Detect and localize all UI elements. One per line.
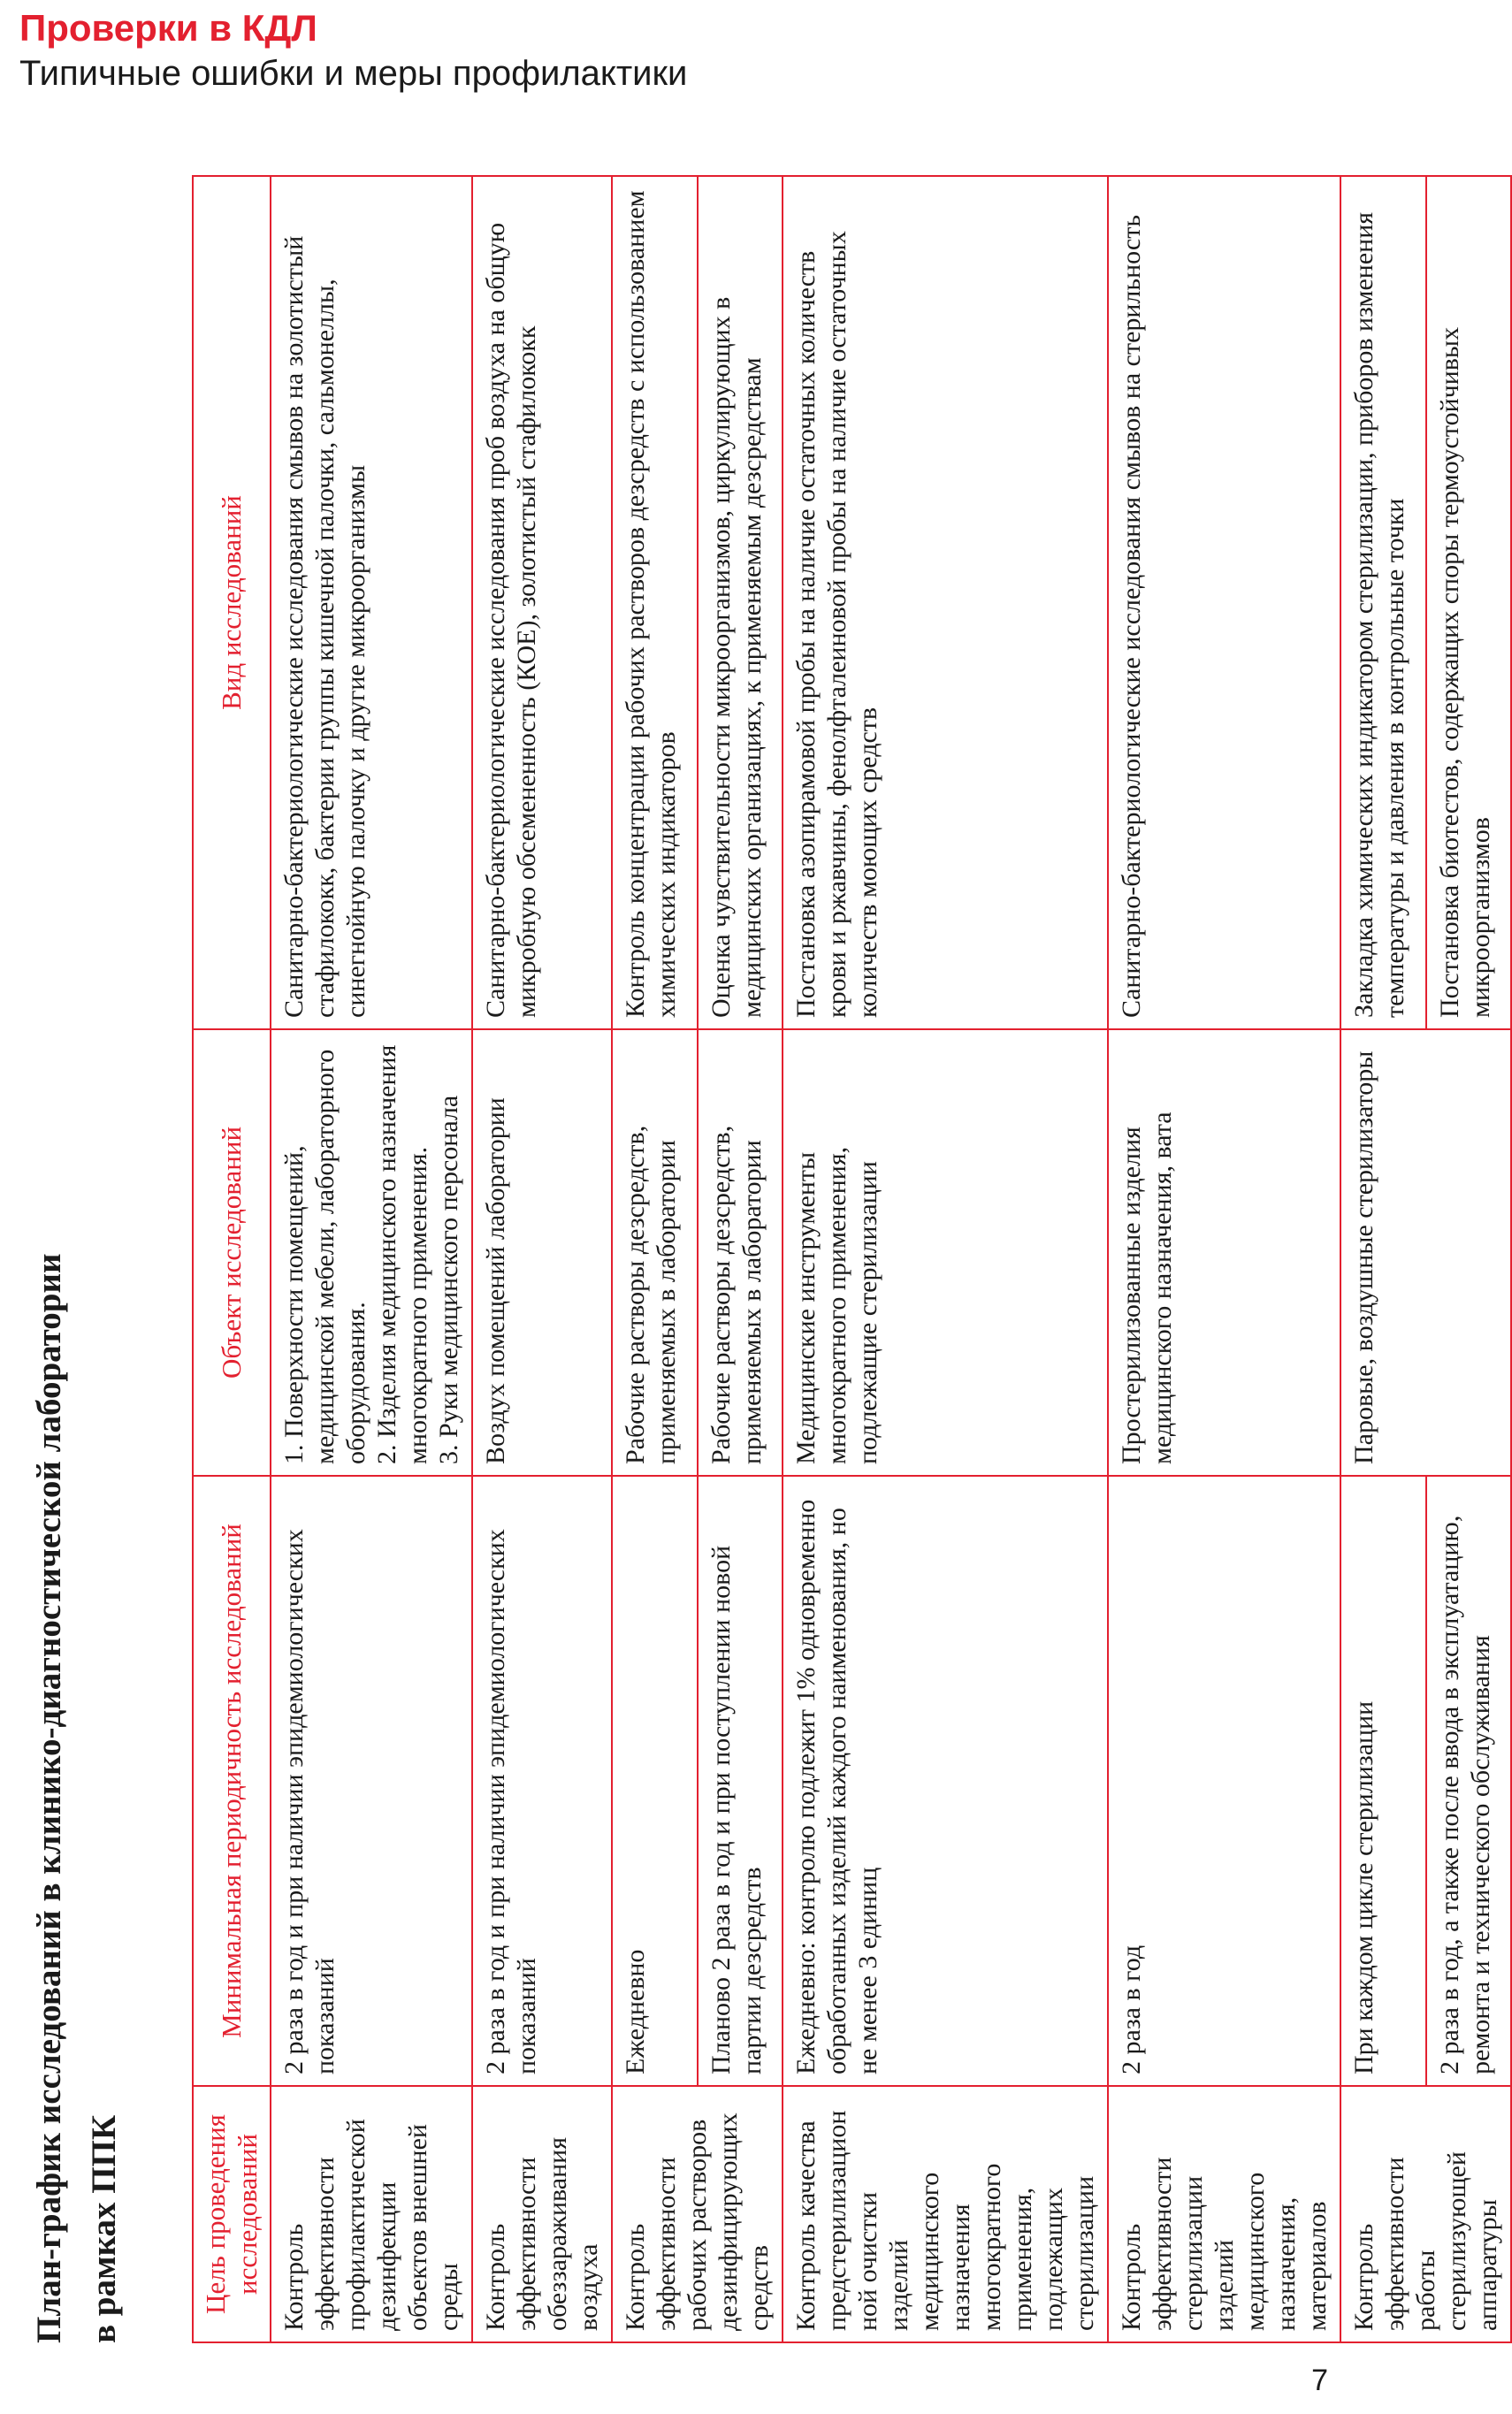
period-cell: Ежедневно: контролю подлежит 1% одновременно обработанных изделий каждого наименования, но не менее 3 единиц — [783, 1476, 1108, 2086]
column-header-kind: Вид исследований — [193, 176, 271, 1029]
goal-cell: Контроль эффективности стерилизации изделий медицинского назначения, материалов — [1108, 2086, 1340, 2342]
goal-cell: Контроль эффективности рабочих растворов дезинфицирующих средств — [612, 2086, 783, 2342]
table-header-row — [193, 176, 271, 2342]
kind-cell: Контроль концентрации рабочих растворов дезсредств с использованием химических индикаторов — [612, 176, 698, 1029]
goal-cell: Контроль эффективности работы стерилизующей аппаратуры — [1340, 2086, 1511, 2342]
object-cell: Рабочие растворы дезсредств, применяемых в лаборатории — [612, 1029, 698, 1476]
document-title — [22, 177, 146, 2343]
table-row — [271, 176, 472, 2342]
kind-cell: Закладка химических индикатором стерилизации, приборов изменения температуры и давления в контрольные точки — [1340, 176, 1426, 1029]
column-header-period: Минимальная периодичность исследований — [193, 1476, 271, 2086]
kind-cell: Санитарно-бактериологические исследования смывов на стерильность — [1108, 176, 1340, 1029]
table-row — [698, 176, 783, 2342]
document-title-line-1: План-график исследований в клинико-диагностической лаборатории — [30, 1253, 68, 2343]
section-subtitle: Типичные ошибки и меры профилактики — [19, 54, 688, 93]
table-row — [1340, 176, 1426, 2342]
kind-cell: Постановка биотестов, содержащих споры термоустойчивых микроорганизмов — [1426, 176, 1512, 1029]
document-title-line-2: в рамках ППК — [85, 2114, 123, 2343]
kind-cell: Постановка азопирамовой пробы на наличие остаточных количеств крови и ржавчины, фенолфталеиновой пробы на наличие остаточных количеств моющих средств — [783, 176, 1108, 1029]
kind-cell: Санитарно-бактериологические исследования проб воздуха на общую микробную обсемененность (КОЕ), золотистый стафилококк — [472, 176, 612, 1029]
object-cell: Воздух помещений лаборатории — [472, 1029, 612, 1476]
period-cell: 2 раза в год и при наличии эпидемиологических показаний — [472, 1476, 612, 2086]
period-cell: 2 раза в год и при наличии эпидемиологических показаний — [271, 1476, 472, 2086]
column-header-object: Объект исследований — [193, 1029, 271, 1476]
page-number: 7 — [1311, 2364, 1328, 2397]
period-cell: 2 раза в год, а также после ввода в эксплуатацию, ремонта и технического обслуживания — [1426, 1476, 1512, 2086]
table-row — [1108, 176, 1340, 2342]
goal-cell: Контроль качества предстерилизационной очистки изделий медицинского назначения многократного применения, подлежащих стерилизации — [783, 2086, 1108, 2342]
object-cell: Простерилизованные изделия медицинского назначения, вата — [1108, 1029, 1340, 1476]
table-row — [783, 176, 1108, 2342]
table-row — [472, 176, 612, 2342]
rotated-content — [22, 177, 1502, 2343]
object-cell: Рабочие растворы дезсредств, применяемых в лаборатории — [698, 1029, 783, 1476]
page-header — [19, 5, 687, 95]
plan-table — [192, 175, 1512, 2343]
section-category: Проверки в КДЛ — [19, 7, 317, 49]
object-cell: 1. Поверхности помещений, медицинской мебели, лабораторного оборудования. 2. Изделия медицинского назначения многократного применения. 3. Руки медицинского персонала — [271, 1029, 472, 1476]
period-cell: 2 раза в год — [1108, 1476, 1340, 2086]
period-cell: Планово 2 раза в год и при поступлении новой партии дезсредств — [698, 1476, 783, 2086]
period-cell: Ежедневно — [612, 1476, 698, 2086]
object-cell: Паровые, воздушные стерилизаторы — [1340, 1029, 1511, 1476]
period-cell: При каждом цикле стерилизации — [1340, 1476, 1426, 2086]
kind-cell: Санитарно-бактериологические исследования смывов на золотистый стафилококк, бактерии группы кишечной палочки, сальмонеллы, синегнойную палочку и другие микроорганизмы — [271, 176, 472, 1029]
column-header-goal: Цель проведения исследований — [193, 2086, 271, 2342]
goal-cell: Контроль эффективности обеззараживания воздуха — [472, 2086, 612, 2342]
table-row — [612, 176, 698, 2342]
goal-cell: Контроль эффективности профилактической дезинфекции объектов внешней среды — [271, 2086, 472, 2342]
object-cell: Медицинские инструменты многократного применения, подлежащие стерилизации — [783, 1029, 1108, 1476]
kind-cell: Оценка чувствительности микроорганизмов, циркулирующих в медицинских организациях, к применяемым дезсредствам — [698, 176, 783, 1029]
